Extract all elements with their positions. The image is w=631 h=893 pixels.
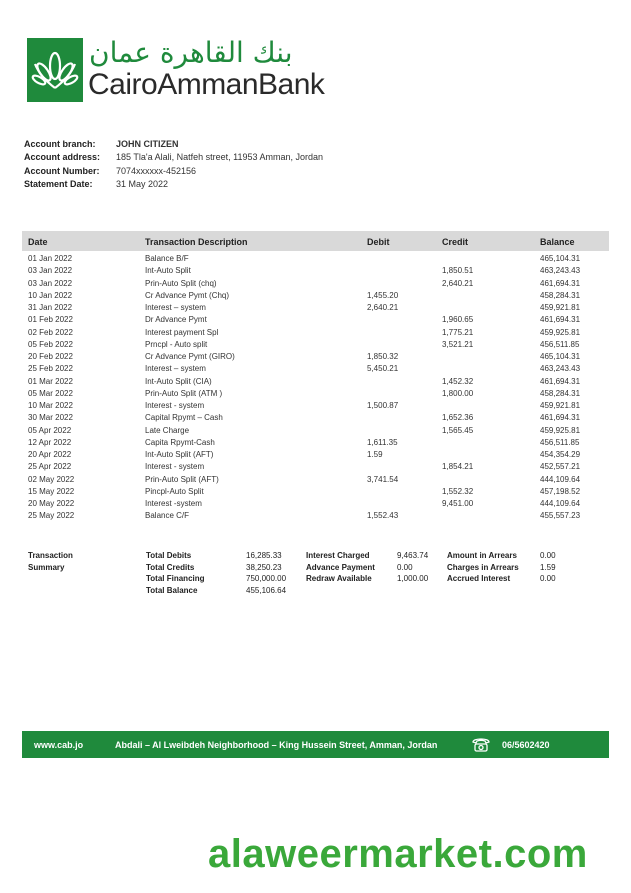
cell-date: 20 Feb 2022 [28, 352, 73, 361]
summary-title-line1: Transaction [28, 551, 73, 560]
total-financing-label: Total Financing [146, 574, 205, 584]
cell-description: Dr Advance Pymt [145, 315, 207, 325]
transactions-table-header [22, 231, 609, 251]
table-row [0, 486, 631, 498]
table-row [0, 510, 631, 522]
cell-credit: 9,451.00 [442, 499, 474, 508]
cell-balance: 461,694.31 [540, 376, 581, 386]
cell-credit: 1,854.21 [442, 462, 474, 472]
cell-balance: 461,694.31 [540, 413, 581, 423]
cell-balance: 459,925.81 [540, 327, 581, 337]
cell-date: 25 Apr 2022 [28, 462, 72, 472]
cell-balance: 463,243.43 [540, 364, 581, 374]
account-address-value: 185 Tla'a Alali, Natfeh street, 11953 Amman, Jordan [116, 152, 324, 163]
cell-date: 05 Mar 2022 [28, 388, 73, 398]
charges-in-arrears-value: 1.59 [540, 562, 556, 572]
cell-debit: 1,500.87 [367, 401, 399, 410]
total-debits-label: Total Debits [146, 551, 192, 560]
redraw-available-value: 1,000.00 [397, 574, 429, 584]
website-link[interactable]: www.cab.jo [34, 740, 84, 750]
cell-credit: 1,452.32 [442, 376, 474, 386]
cell-balance: 459,925.81 [540, 425, 581, 435]
table-row [0, 498, 631, 510]
table-row [0, 400, 631, 412]
account-address-label: Account address: [24, 152, 101, 163]
summary-col1-labels [146, 550, 205, 597]
cell-description: Prin-Auto Split (AFT) [145, 474, 219, 484]
cell-date: 01 Jan 2022 [28, 254, 73, 263]
cell-description: Int-Auto Split (AFT) [145, 450, 214, 459]
cell-credit: 1,850.51 [442, 266, 474, 276]
header-debit: Debit [367, 237, 390, 247]
summary-title-line2: Summary [28, 562, 65, 572]
account-branch-label: Account branch: [24, 139, 96, 149]
wheat-leaf-icon [27, 38, 83, 102]
cell-debit: 3,741.54 [367, 474, 399, 484]
cell-description: Int-Auto Split [145, 266, 191, 276]
cell-description: Interest - system [145, 462, 205, 472]
table-row [0, 314, 631, 326]
cell-description: Capital Rpymt – Cash [145, 413, 223, 423]
cell-balance: 463,243.43 [540, 266, 581, 276]
cell-credit: 1,960.65 [442, 315, 474, 325]
cell-date: 31 Jan 2022 [28, 303, 73, 312]
table-row [0, 474, 631, 486]
cell-balance: 454,354.29 [540, 450, 581, 459]
total-balance-label: Total Balance [146, 586, 198, 596]
interest-charged-label: Interest Charged [306, 551, 370, 560]
cell-balance: 465,104.31 [540, 352, 581, 361]
account-number-row [24, 165, 323, 178]
table-row [0, 412, 631, 424]
cell-balance: 461,694.31 [540, 278, 581, 288]
cell-credit: 1,565.45 [442, 425, 474, 435]
cell-description: Interest - system [145, 401, 205, 410]
cell-date: 03 Jan 2022 [28, 266, 73, 276]
account-address-row [24, 151, 323, 164]
table-row [0, 253, 631, 265]
redraw-available-label: Redraw Available [306, 574, 372, 584]
cell-description: Interest – system [145, 364, 206, 374]
total-debits-value: 16,285.33 [246, 551, 282, 560]
table-row [0, 302, 631, 314]
cell-credit: 1,552.32 [442, 486, 474, 496]
cell-debit: 1.59 [367, 450, 383, 459]
footer-bar [22, 731, 609, 758]
cell-date: 30 Mar 2022 [28, 413, 73, 423]
table-row [0, 351, 631, 363]
cell-credit: 2,640.21 [442, 278, 474, 288]
table-row [0, 327, 631, 339]
header-description: Transaction Description [145, 237, 248, 247]
cell-balance: 465,104.31 [540, 254, 581, 263]
cell-balance: 444,109.64 [540, 499, 581, 508]
table-row [0, 461, 631, 473]
interest-charged-value: 9,463.74 [397, 551, 429, 560]
cell-balance: 452,557.21 [540, 462, 581, 472]
summary-col2-labels [306, 550, 375, 585]
advance-payment-value: 0.00 [397, 562, 413, 572]
cell-debit: 1,850.32 [367, 352, 399, 361]
table-row [0, 376, 631, 388]
cell-description: Pincpl-Auto Split [145, 486, 204, 496]
cell-date: 10 Mar 2022 [28, 401, 73, 410]
table-row [0, 339, 631, 351]
cell-date: 15 May 2022 [28, 486, 75, 496]
cell-date: 20 May 2022 [28, 499, 75, 508]
summary-col2-values [397, 550, 428, 585]
summary-col3-labels [447, 550, 519, 585]
phone-icon [471, 736, 491, 753]
cell-balance: 456,511.85 [540, 339, 580, 349]
table-row [0, 265, 631, 277]
amount-in-arrears-label: Amount in Arrears [447, 551, 517, 560]
cell-date: 20 Apr 2022 [28, 450, 72, 459]
cell-date: 02 May 2022 [28, 474, 75, 484]
summary-col1-values [246, 550, 286, 597]
statement-date-row [24, 178, 323, 191]
bank-logo-mark [27, 38, 83, 102]
account-details [24, 138, 323, 191]
cell-balance: 444,109.64 [540, 474, 581, 484]
table-row [0, 290, 631, 302]
total-financing-value: 750,000.00 [246, 574, 287, 584]
cell-date: 02 Feb 2022 [28, 327, 73, 337]
table-row [0, 449, 631, 461]
cell-debit: 1,455.20 [367, 290, 399, 300]
bank-name: CairoAmmanBank [88, 68, 325, 101]
cell-balance: 459,921.81 [540, 401, 581, 410]
total-credits-value: 38,250.23 [246, 562, 282, 572]
cell-description: Interest -system [145, 499, 202, 508]
cell-debit: 1,552.43 [367, 511, 399, 521]
cell-date: 25 May 2022 [28, 511, 75, 521]
cell-date: 05 Feb 2022 [28, 339, 73, 349]
charges-in-arrears-label: Charges in Arrears [447, 562, 519, 572]
cell-date: 10 Jan 2022 [28, 290, 73, 300]
table-row [0, 278, 631, 290]
accrued-interest-value: 0.00 [540, 574, 556, 584]
cell-description: Int-Auto Split (CIA) [145, 376, 212, 386]
cell-balance: 461,694.31 [540, 315, 581, 325]
cell-date: 12 Apr 2022 [28, 437, 72, 447]
cell-debit: 2,640.21 [367, 303, 399, 312]
cell-description: Cr Advance Pymt (Chq) [145, 290, 230, 300]
table-row [0, 363, 631, 375]
cell-description: Cr Advance Pymt (GIRO) [145, 352, 235, 361]
header-date: Date [28, 237, 48, 247]
cell-description: Balance B/F [145, 254, 189, 263]
statement-date-value: 31 May 2022 [116, 178, 169, 189]
cell-balance: 455,557.23 [540, 511, 581, 521]
cell-balance: 459,921.81 [540, 303, 581, 312]
cell-description: Balance C/F [145, 511, 190, 521]
footer-phone: 06/5602420 [502, 740, 550, 750]
cell-description: Late Charge [145, 425, 190, 435]
account-branch-value: JOHN CITIZEN [116, 139, 179, 149]
cell-date: 01 Feb 2022 [28, 315, 73, 325]
cell-balance: 456,511.85 [540, 437, 580, 447]
watermark: alaweermarket.com [208, 832, 588, 876]
total-balance-value: 455,106.64 [246, 586, 287, 596]
amount-in-arrears-value: 0.00 [540, 551, 556, 560]
table-row [0, 437, 631, 449]
cell-description: Capita Rpymt-Cash [145, 437, 215, 447]
cell-description: Interest – system [145, 303, 206, 312]
table-row [0, 425, 631, 437]
cell-date: 05 Apr 2022 [28, 425, 72, 435]
account-number-value: 7074xxxxxx-452156 [116, 165, 197, 176]
cell-date: 25 Feb 2022 [28, 364, 73, 374]
table-row [0, 388, 631, 400]
total-credits-label: Total Credits [146, 562, 195, 572]
cell-credit: 1,775.21 [442, 327, 474, 337]
advance-payment-label: Advance Payment [306, 562, 375, 572]
cell-balance: 457,198.52 [540, 486, 581, 496]
cell-credit: 1,652.36 [442, 413, 474, 423]
header-credit: Credit [442, 237, 469, 247]
cell-credit: 3,521.21 [442, 339, 474, 349]
cell-description: Interest payment Spl [145, 327, 219, 337]
cell-balance: 458,284.31 [540, 290, 581, 300]
accrued-interest-label: Accrued Interest [447, 574, 511, 584]
footer-address: Abdali – Al Lweibdeh Neighborhood – King Hussein Street, Amman, Jordan [115, 740, 438, 750]
summary-title [28, 550, 73, 573]
statement-date-label: Statement Date: [24, 178, 93, 189]
bank-name-arabic: بنك القاهرة عمان [89, 36, 293, 69]
transactions-table-body [0, 253, 631, 523]
cell-date: 01 Mar 2022 [28, 376, 73, 386]
cell-debit: 5,450.21 [367, 364, 399, 374]
cell-description: Prin-Auto Split (ATM ) [145, 388, 223, 398]
cell-description: Prin-Auto Split (chq) [145, 278, 217, 288]
cell-date: 03 Jan 2022 [28, 278, 73, 288]
cell-debit: 1,611.35 [367, 437, 398, 447]
cell-credit: 1,800.00 [442, 388, 474, 398]
account-branch-row [24, 138, 323, 151]
cell-balance: 458,284.31 [540, 388, 581, 398]
account-number-label: Account Number: [24, 165, 100, 176]
cell-description: Prncpl - Auto split [145, 339, 208, 349]
header-balance: Balance [540, 237, 575, 247]
summary-col3-values [540, 550, 556, 585]
